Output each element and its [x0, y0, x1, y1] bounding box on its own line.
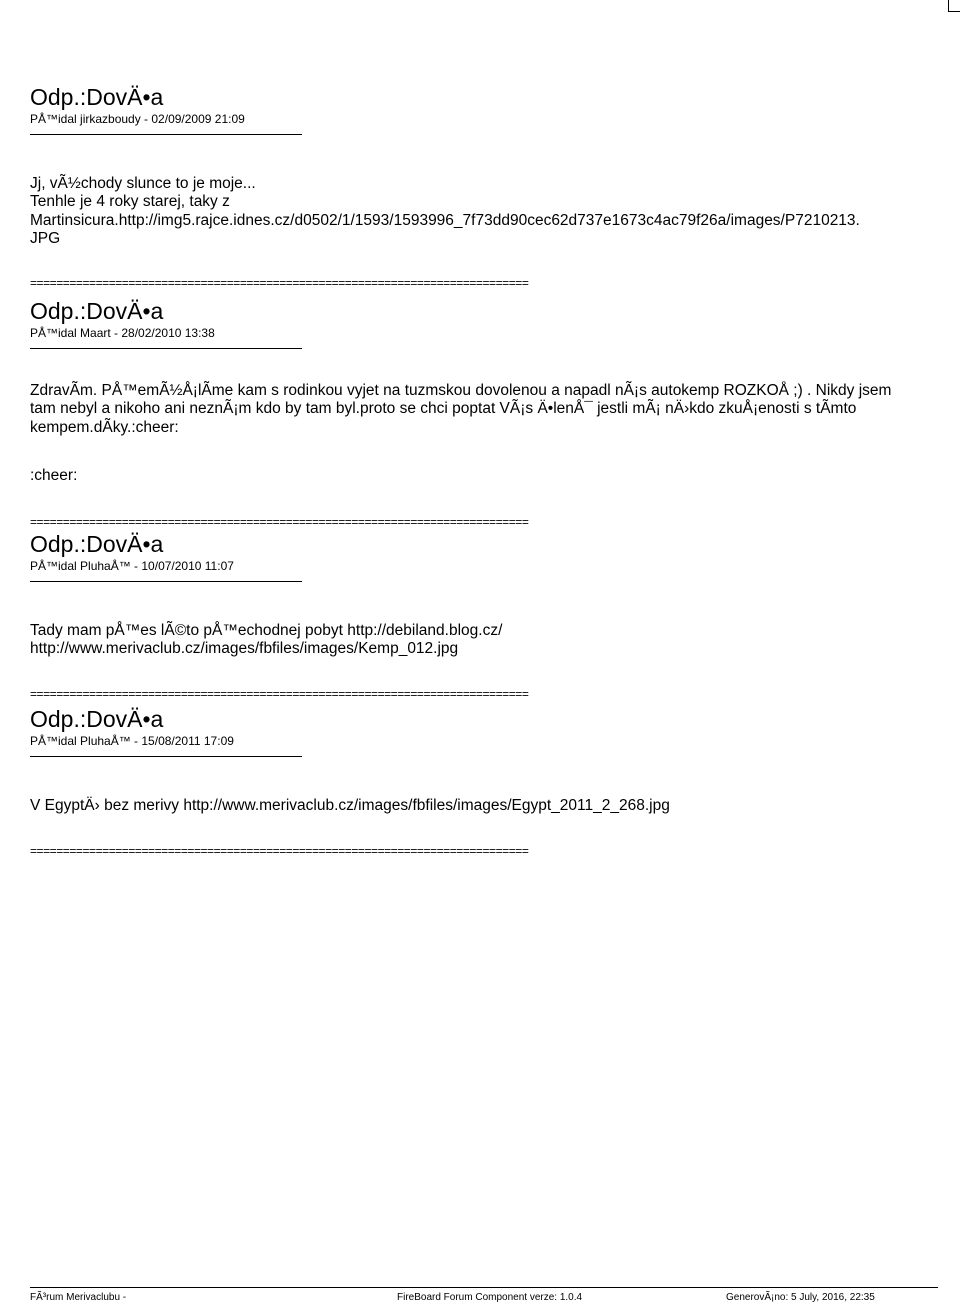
page-footer [0, 1287, 960, 1305]
post-title: Odp.:DovÄ•a [30, 298, 164, 324]
post-author-date: PÅ™idal jirkazboudy - 02/09/2009 21:09 [30, 112, 245, 126]
post-author-date: PÅ™idal Maart - 28/02/2010 13:38 [30, 326, 215, 340]
forum-post [30, 706, 958, 858]
post-paragraph: :cheer: [30, 466, 78, 484]
post-body [30, 363, 958, 504]
post-author-date: PÅ™idal PluhaÅ™ - 10/07/2010 11:07 [30, 559, 234, 573]
post-separator: ============================================================================ [30, 843, 529, 858]
post-separator: ============================================================================ [30, 514, 529, 529]
post-separator: ============================================================================ [30, 687, 529, 701]
forum-post [30, 298, 958, 529]
post-separator: ============================================================================ [30, 276, 529, 290]
footer-site-name: FÃ³rum Merivaclubu - [30, 1292, 127, 1303]
post-header-rule [30, 756, 302, 757]
post-paragraph: ZdravÃm. PÅ™emÃ½Å¡lÃme kam s rodinkou vyjet na tuzmskou dovolenou a napadl nÃ¡s autokemp ROZKOÅ ;) . Nikdy jsem tam nebyl a nikoho ani neznÃ¡m kdo by tam byl.proto se chci poptat VÃ¡s Ä•lenÅ¯ jestli mÃ¡ nÄ›kdo zkuÅ¡enosti s tÃmto kempem.dÃky.:cheer: [30, 381, 892, 436]
post-title: Odp.:DovÄ•a [30, 84, 164, 110]
post-paragraph: V EgyptÄ› bez merivy http://www.merivaclub.cz/images/fbfiles/images/Egypt_2011_2_268.jpg [30, 796, 670, 814]
footer-component-version: FireBoard Forum Component verze: 1.0.4 [397, 1292, 583, 1303]
post-paragraph: Jj, vÃ½chody slunce to je moje... Tenhle je 4 roky starej, taky z Martinsicura.http://img5.rajce.idnes.cz/d0502/1/1593/1593996_7f73dd90cec62d737e1673c4ac79f26a/images/P7210213. JPG [30, 174, 860, 247]
post-paragraph: Tady mam pÅ™es lÃ©to pÅ™echodnej pobyt http://debiland.blog.cz/ http://www.merivaclub.cz/images/fbfiles/images/Kemp_012.jpg [30, 621, 503, 657]
post-header-rule [30, 134, 302, 135]
forum-post [30, 531, 958, 701]
post-author-date: PÅ™idal PluhaÅ™ - 15/08/2011 17:09 [30, 734, 234, 748]
footer-generated-date: GenerovÃ¡no: 5 July, 2016, 22:35 [726, 1292, 875, 1303]
post-body [30, 156, 958, 267]
post-title: Odp.:DovÄ•a [30, 531, 164, 557]
post-header-rule [30, 348, 302, 349]
post-body [30, 778, 958, 834]
post-title: Odp.:DovÄ•a [30, 706, 164, 732]
post-header-rule [30, 581, 302, 582]
forum-post [30, 84, 958, 290]
post-body [30, 603, 958, 677]
footer-rule [30, 1287, 938, 1288]
page-corner-mark [948, 0, 960, 12]
